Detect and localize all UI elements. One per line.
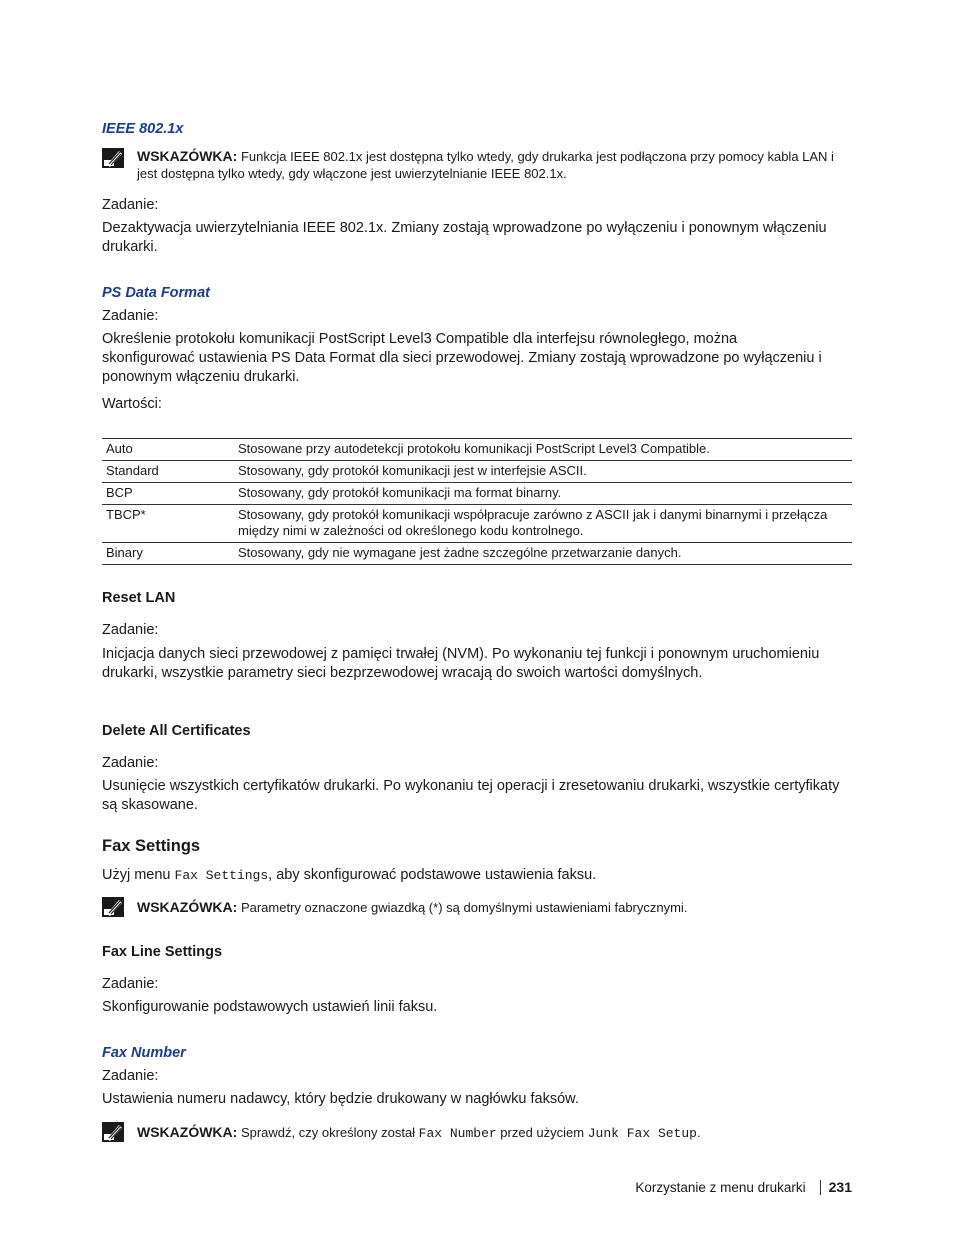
page-footer	[635, 1179, 852, 1195]
table-row	[102, 439, 852, 461]
value-name: Auto	[102, 439, 234, 461]
intro-pre: Użyj menu	[102, 867, 175, 883]
intro-code: Fax Settings	[174, 868, 269, 883]
ieee-task-text: Dezaktywacja uwierzytelniania IEEE 802.1x. Zmiany zostają wprowadzone po wyłączeniu i ponownym włączeniu drukarki.	[102, 220, 827, 255]
table-row	[102, 505, 852, 543]
table-row	[102, 543, 852, 565]
fax-number-note-text	[137, 1122, 701, 1142]
fax-settings-heading: Fax Settings	[102, 837, 201, 855]
reset-lan-heading: Reset LAN	[102, 590, 176, 606]
note-mid: przed użyciem	[496, 1125, 588, 1140]
value-desc: Stosowany, gdy protokół komunikacji jest w interfejsie ASCII.	[234, 461, 852, 483]
reset-lan-task-text: Inicjacja danych sieci przewodowej z pamięci trwałej (NVM). Po wykonaniu tej funkcji i ponownym uruchomieniu drukarki, wszystkie parametry sieci bezprzewodowej wracają do swoich wartości domyślnych.	[102, 646, 820, 681]
ieee-note	[102, 148, 852, 182]
fax-settings-note-text	[137, 897, 687, 917]
fax-settings-note	[102, 897, 852, 917]
value-name: Standard	[102, 461, 234, 483]
reset-lan-task-label: Zadanie:	[102, 622, 159, 638]
fax-line-heading: Fax Line Settings	[102, 944, 223, 960]
note-pencil-icon	[102, 148, 124, 168]
note-pencil-icon	[102, 1122, 124, 1142]
note-body: Funkcja IEEE 802.1x jest dostępna tylko wtedy, gdy drukarka jest podłączona przy pomocy kabla LAN i jest dostępna tylko wtedy, gdy włączone jest uwierzytelnianie IEEE 802.1x.	[137, 149, 834, 181]
fax-number-task-label: Zadanie:	[102, 1068, 159, 1084]
value-desc: Stosowany, gdy protokół komunikacji ma format binarny.	[234, 483, 852, 505]
footer-divider	[820, 1180, 821, 1195]
intro-post: , aby skonfigurować podstawowe ustawienia faksu.	[268, 867, 597, 883]
note-label: WSKAZÓWKA:	[137, 899, 238, 915]
ps-values-table	[102, 438, 852, 565]
fax-line-task-label: Zadanie:	[102, 976, 159, 992]
note-label: WSKAZÓWKA:	[137, 148, 238, 164]
table-row	[102, 483, 852, 505]
value-desc: Stosowany, gdy protokół komunikacji współpracuje zarówno z ASCII jak i danymi binarnymi i przełącza między nimi w zależności od określonego kodu kontrolnego.	[234, 505, 852, 543]
fax-number-heading: Fax Number	[102, 1045, 186, 1061]
ieee-heading: IEEE 802.1x	[102, 121, 184, 137]
note-pre: Sprawdź, czy określony został	[240, 1125, 419, 1140]
table-row	[102, 461, 852, 483]
value-name: TBCP*	[102, 505, 234, 543]
note-body: Parametry oznaczone gwiazdką (*) są domyślnymi ustawieniami fabrycznymi.	[240, 900, 688, 915]
delete-certs-heading: Delete All Certificates	[102, 723, 251, 739]
fax-number-note	[102, 1122, 852, 1142]
delete-certs-task-text: Usunięcie wszystkich certyfikatów drukarki. Po wykonaniu tej operacji i zresetowaniu drukarki, wszystkie certyfikaty są skasowane.	[102, 778, 840, 813]
note-code-fax-number: Fax Number	[418, 1126, 497, 1141]
note-code-junk-fax: Junk Fax Setup	[587, 1126, 697, 1141]
value-name: BCP	[102, 483, 234, 505]
footer-chapter: Korzystanie z menu drukarki	[635, 1179, 806, 1195]
ps-task-text: Określenie protokołu komunikacji PostScript Level3 Compatible dla interfejsu równoległego, można skonfigurować ustawienia PS Data Format dla sieci przewodowej. Zmiany zostają wprowadzone po wyłączeniu i ponownym włączeniu drukarki.	[102, 331, 822, 385]
note-label: WSKAZÓWKA:	[137, 1124, 238, 1140]
fax-settings-intro	[102, 866, 852, 885]
fax-number-task-text: Ustawienia numeru nadawcy, który będzie drukowany w nagłówku faksów.	[102, 1091, 579, 1107]
ps-values-label: Wartości:	[102, 396, 162, 412]
page-number: 231	[828, 1179, 852, 1195]
value-desc: Stosowany, gdy nie wymagane jest żadne szczególne przetwarzanie danych.	[234, 543, 852, 565]
ps-task-label: Zadanie:	[102, 308, 159, 324]
value-name: Binary	[102, 543, 234, 565]
ps-heading: PS Data Format	[102, 285, 210, 301]
ieee-note-text	[137, 148, 852, 182]
delete-certs-task-label: Zadanie:	[102, 755, 159, 771]
note-pencil-icon	[102, 897, 124, 917]
fax-line-task-text: Skonfigurowanie podstawowych ustawień linii faksu.	[102, 999, 438, 1015]
ieee-task-label: Zadanie:	[102, 197, 159, 213]
value-desc: Stosowane przy autodetekcji protokołu komunikacji PostScript Level3 Compatible.	[234, 439, 852, 461]
note-post: .	[696, 1125, 701, 1140]
